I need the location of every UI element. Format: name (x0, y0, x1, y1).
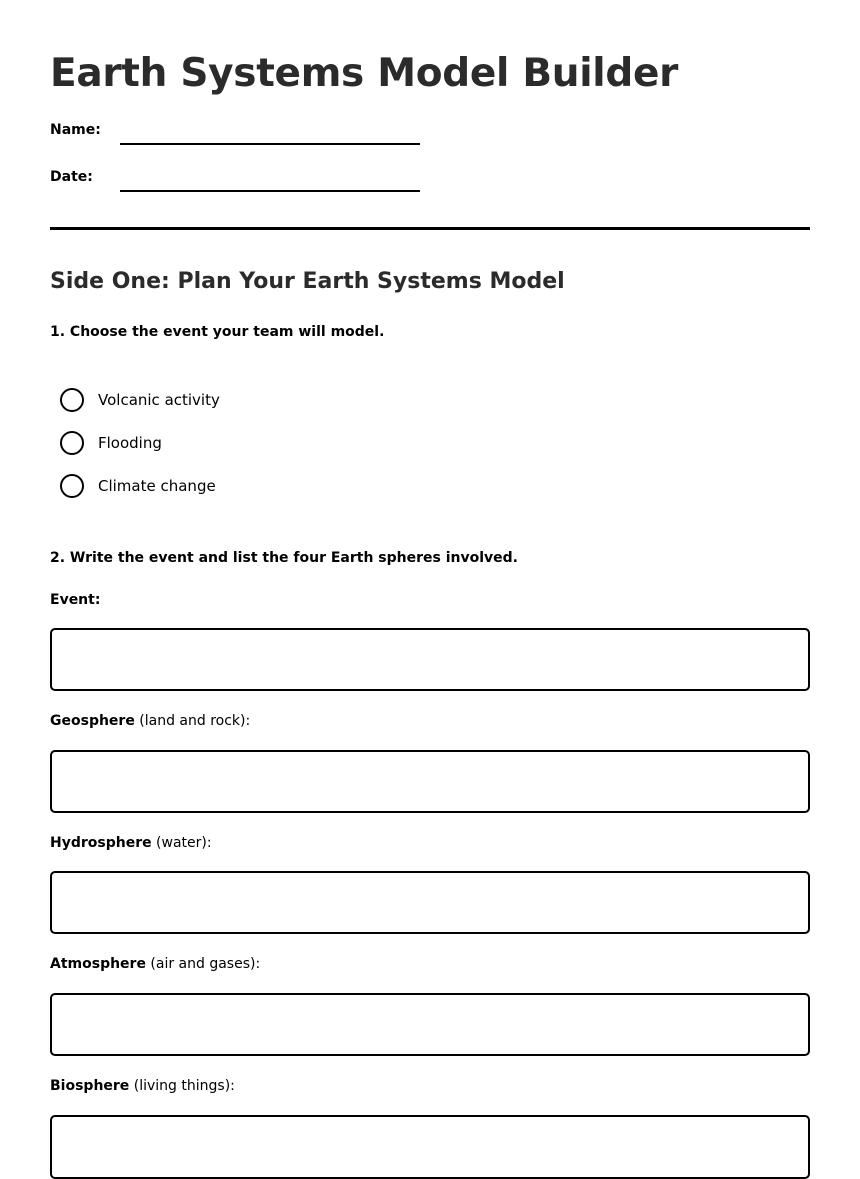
radio-button[interactable] (60, 388, 84, 412)
geosphere-label (50, 711, 250, 731)
atmosphere-label (50, 954, 260, 974)
question-2: 2. Write the event and list the four Earth spheres involved. (50, 550, 519, 566)
sphere-description: (land and rock): (134, 713, 251, 729)
page-title: Earth Systems Model Builder (50, 51, 679, 96)
radio-button[interactable] (60, 431, 84, 455)
name-input-line[interactable] (120, 143, 420, 145)
option-label: Flooding (98, 434, 162, 452)
hydrosphere-label (50, 833, 212, 853)
hydrosphere-answer-box[interactable] (50, 871, 810, 934)
radio-button[interactable] (60, 474, 84, 498)
event-label-text: Event: (50, 592, 101, 608)
header-divider (50, 227, 810, 230)
sphere-description: (water): (151, 835, 212, 851)
name-field-row (50, 120, 450, 150)
sphere-name: Atmosphere (50, 956, 146, 972)
sphere-name: Geosphere (50, 713, 135, 729)
geosphere-answer-box[interactable] (50, 750, 810, 813)
section-title-side-one: Side One: Plan Your Earth Systems Model (50, 269, 565, 294)
option-climate-change[interactable] (60, 474, 360, 500)
event-label (50, 590, 100, 610)
sphere-description: (living things): (129, 1078, 235, 1094)
biosphere-answer-box[interactable] (50, 1115, 810, 1179)
option-label: Climate change (98, 477, 216, 495)
question-1: 1. Choose the event your team will model. (50, 324, 385, 340)
option-flooding[interactable] (60, 431, 360, 457)
date-input-line[interactable] (120, 190, 420, 192)
sphere-name: Hydrosphere (50, 835, 152, 851)
date-label: Date: (50, 169, 93, 185)
atmosphere-answer-box[interactable] (50, 993, 810, 1056)
sphere-name: Biosphere (50, 1078, 130, 1094)
option-label: Volcanic activity (98, 391, 220, 409)
option-volcanic-activity[interactable] (60, 388, 360, 414)
date-field-row (50, 167, 450, 197)
event-answer-box[interactable] (50, 628, 810, 691)
biosphere-label (50, 1076, 235, 1096)
name-label: Name: (50, 122, 101, 138)
sphere-description: (air and gases): (145, 956, 261, 972)
